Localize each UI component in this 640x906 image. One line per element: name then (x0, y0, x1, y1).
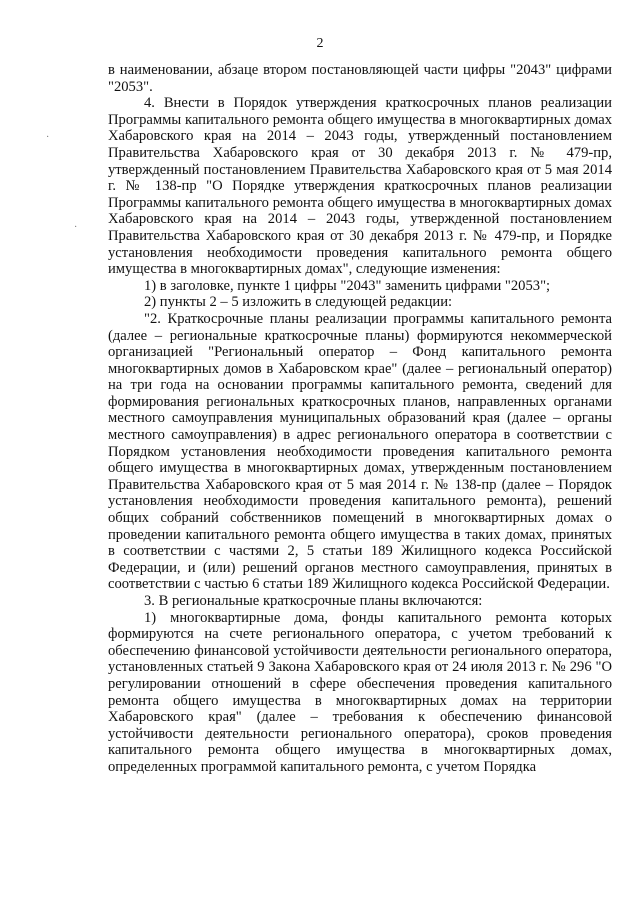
paragraph-clause-3-item-1: 1) многоквартирные дома, фонды капитального ремонта которых формируются на счете регионального оператора, с учетом требований к обеспечению финансовой устойчивости деятельности регионального оператора, установленных статьей 9 Закона Хабаровского края от 24 июля 2013 г. № 296 "О регулировании отношений в сфере обеспечения проведения капитального ремонта общего имущества в многоквартирных домах на территории Хабаровского края" (далее – требования к обеспечению финансовой устойчивости деятельности регионального оператора), сроков проведения капитального ремонта общего имущества в многоквартирных домах, определенных программой капитального ремонта, с учетом Порядка (108, 609, 612, 775)
page-number: 2 (316, 36, 324, 51)
paragraph-subitem-2: 2) пункты 2 – 5 изложить в следующей редакции: (144, 294, 453, 311)
paragraph-item-4: 4. Внести в Порядок утверждения краткосрочных планов реализации Программы капитального ремонта общего имущества в многоквартирных домах Хабаровского края на 2014 – 2043 годы, утвержденный постановлением Правительства Хабаровского края от 30 декабря 2013 г. № 479-пр, утвержденный постановлением Правительства Хабаровского края от 5 мая 2014 г. № 138-пр "О Порядке утверждения краткосрочных планов реализации Программы капитального ремонта общего имущества в многоквартирных домах Хабаровского края на 2014 – 2043 годы, утвержденной постановлением Правительства Хабаровского края от 30 декабря 2013 г. № 479-пр, и Порядке установления необходимости проведения капитального ремонта общего имущества в многоквартирных домах", следующие изменения: (108, 95, 612, 278)
paragraph-continuation: в наименовании, абзаце втором постановляющей части цифры "2043" цифрами "2053". (108, 62, 612, 95)
paragraph-subitem-1: 1) в заголовке, пункте 1 цифры "2043" заменить цифрами "2053"; (144, 277, 551, 294)
paragraph-clause-3: 3. В региональные краткосрочные планы включаются: (144, 593, 483, 609)
scan-speck: · (74, 222, 78, 233)
paragraph-clause-2: "2. Краткосрочные планы реализации программы капитального ремонта (далее – региональные краткосрочные планы) формируются некоммерческой организацией "Региональный оператор – Фонд капитального ремонта многоквартирных домов в Хабаровском крае" (далее – региональный оператор) на три года на основании программы капитального ремонта, сведений для формирования региональных краткосрочных планов, направленных органами местного самоуправления муниципальных образований края (далее – органы местного самоуправления) в адрес регионального оператора в соответствии с Порядком установления необходимости проведения капитального ремонта общего имущества в многоквартирных домах, утвержденным постановлением Правительства Хабаровского края от 5 мая 2014 г. № 138-пр (далее – Порядок установления необходимости проведения капитального ремонта), решений общих собраний собственников помещений в многоквартирных домах о проведении капитального ремонта общего имущества в таких домах, принятых в соответствии с частями 2, 5 статьи 189 Жилищного кодекса Российской Федерации, и (или) решений органов местного самоуправления, принятых в соответствии с частью 6 статьи 189 Жилищного кодекса Российской Федерации. (108, 310, 612, 593)
document-body (108, 62, 612, 776)
scan-speck: · (46, 132, 50, 143)
